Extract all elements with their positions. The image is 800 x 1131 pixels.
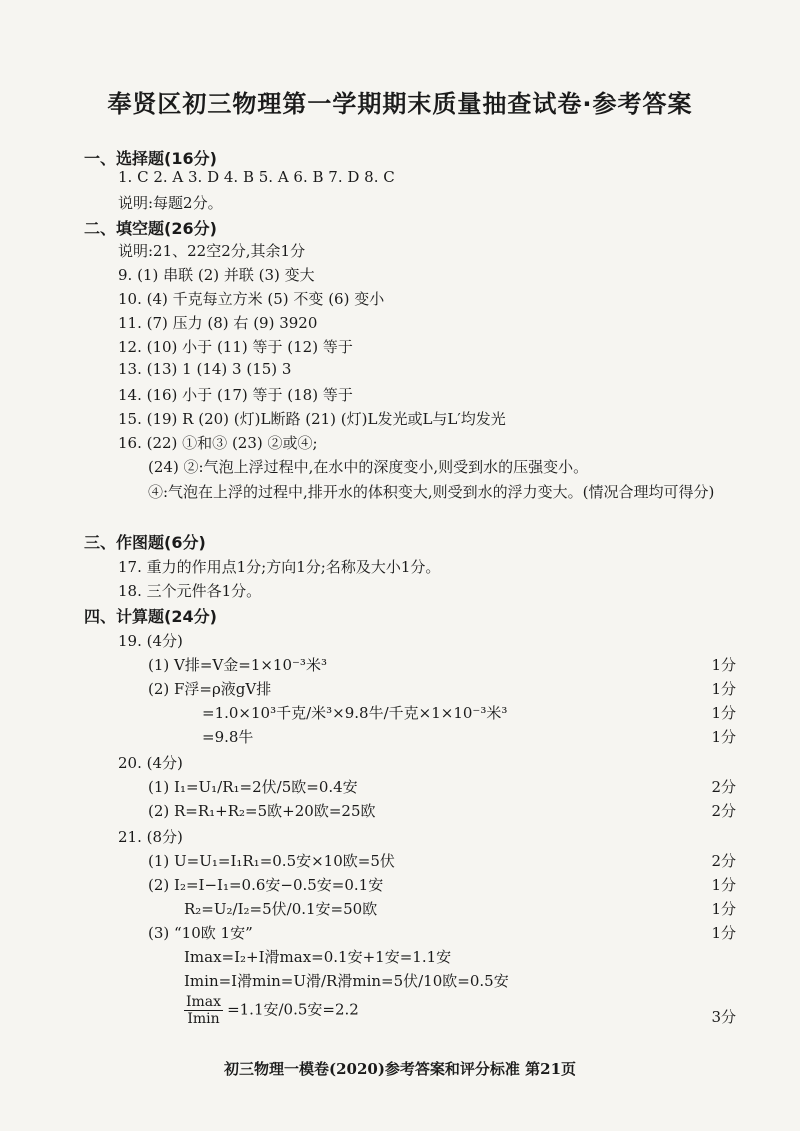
section-fill-heading: 二、填空题(26分) (84, 219, 217, 238)
page-footer: 初三物理一模卷(2020)参考答案和评分标准 第21页 (223, 1060, 577, 1078)
fill-q11: 11. (7) 压力 (8) 右 (9) 3920 (118, 314, 318, 332)
calc-q21-score3: 1分 (711, 900, 736, 918)
calc-q19-score3: 1分 (711, 704, 736, 722)
fill-note: 说明:21、22空2分,其余1分 (118, 242, 306, 260)
fill-q12: 12. (10) 小于 (11) 等于 (12) 等于 (118, 338, 353, 356)
choice-note: 说明:每题2分。 (118, 194, 223, 212)
fill-q16-part24b: ④:气泡在上浮的过程中,排开水的体积变大,则受到水的浮力变大。(情况合理均可得分) (148, 483, 715, 501)
calc-q21-line6: Imin=I滑min=U滑/R滑min=5伏/10欧=0.5安 (184, 972, 509, 990)
fill-q9: 9. (1) 串联 (2) 并联 (3) 变大 (118, 266, 315, 284)
fill-q10: 10. (4) 千克每立方米 (5) 不变 (6) 变小 (118, 290, 385, 308)
calc-q19-score2: 1分 (711, 680, 736, 698)
calc-q21-head: 21. (8分) (118, 828, 183, 846)
calc-q19-line2: (2) F浮=ρ液gV排 (148, 680, 272, 698)
page-title: 奉贤区初三物理第一学期期末质量抽查试卷·参考答案 (107, 90, 693, 118)
calc-q19-score4: 1分 (711, 728, 736, 746)
calc-q21-line5: Imax=I₂+I滑max=0.1安+1安=1.1安 (184, 948, 452, 966)
fill-q14: 14. (16) 小于 (17) 等于 (18) 等于 (118, 386, 353, 404)
calc-q19-head: 19. (4分) (118, 632, 183, 650)
fill-q15: 15. (19) R (20) (灯)L断路 (21) (灯)L发光或L与L′均发光 (118, 410, 506, 428)
choice-answers: 1. C 2. A 3. D 4. B 5. A 6. B 7. D 8. C (118, 168, 395, 186)
calc-q19-line3: =1.0×10³千克/米³×9.8牛/千克×1×10⁻³米³ (202, 704, 508, 722)
section-draw-heading: 三、作图题(6分) (84, 533, 206, 552)
draw-q17: 17. 重力的作用点1分;方向1分;名称及大小1分。 (118, 558, 441, 576)
fraction-numerator: Imax (186, 994, 222, 1010)
fill-q16: 16. (22) ①和③ (23) ②或④; (118, 434, 318, 452)
calc-q20-score2: 2分 (711, 802, 736, 820)
calc-q20-score1: 2分 (711, 778, 736, 796)
ratio-fraction (184, 994, 223, 1027)
fraction-denominator: Imin (187, 1011, 220, 1027)
ratio-result: =1.1安/0.5安=2.2 (227, 1000, 359, 1019)
fill-q13: 13. (13) 1 (14) 3 (15) 3 (118, 360, 292, 378)
calc-q21-line7 (184, 994, 359, 1027)
calc-q21-score4: 1分 (711, 924, 736, 942)
calc-q19-line4: =9.8牛 (202, 728, 254, 746)
calc-q21-score1: 2分 (711, 852, 736, 870)
section-calc-heading: 四、计算题(24分) (84, 607, 217, 626)
calc-q21-line2: (2) I₂=I−I₁=0.6安−0.5安=0.1安 (148, 876, 384, 894)
calc-q21-line3: R₂=U₂/I₂=5伏/0.1安=50欧 (184, 900, 378, 918)
calc-q21-score2: 1分 (711, 876, 736, 894)
calc-q20-line1: (1) I₁=U₁/R₁=2伏/5欧=0.4安 (148, 778, 358, 796)
calc-q19-line1: (1) V排=V金=1×10⁻³米³ (148, 656, 327, 674)
calc-q20-line2: (2) R=R₁+R₂=5欧+20欧=25欧 (148, 802, 376, 820)
draw-q18: 18. 三个元件各1分。 (118, 582, 262, 600)
fill-q16-part24: (24) ②:气泡上浮过程中,在水中的深度变小,则受到水的压强变小。 (148, 458, 589, 476)
calc-q21-line1: (1) U=U₁=I₁R₁=0.5安×10欧=5伏 (148, 852, 395, 870)
calc-q20-head: 20. (4分) (118, 754, 183, 772)
section-choice-heading: 一、选择题(16分) (84, 149, 217, 168)
calc-q21-score5: 3分 (711, 1008, 736, 1026)
calc-q19-score1: 1分 (711, 656, 736, 674)
calc-q21-line4: (3) “10欧 1安” (148, 924, 253, 942)
